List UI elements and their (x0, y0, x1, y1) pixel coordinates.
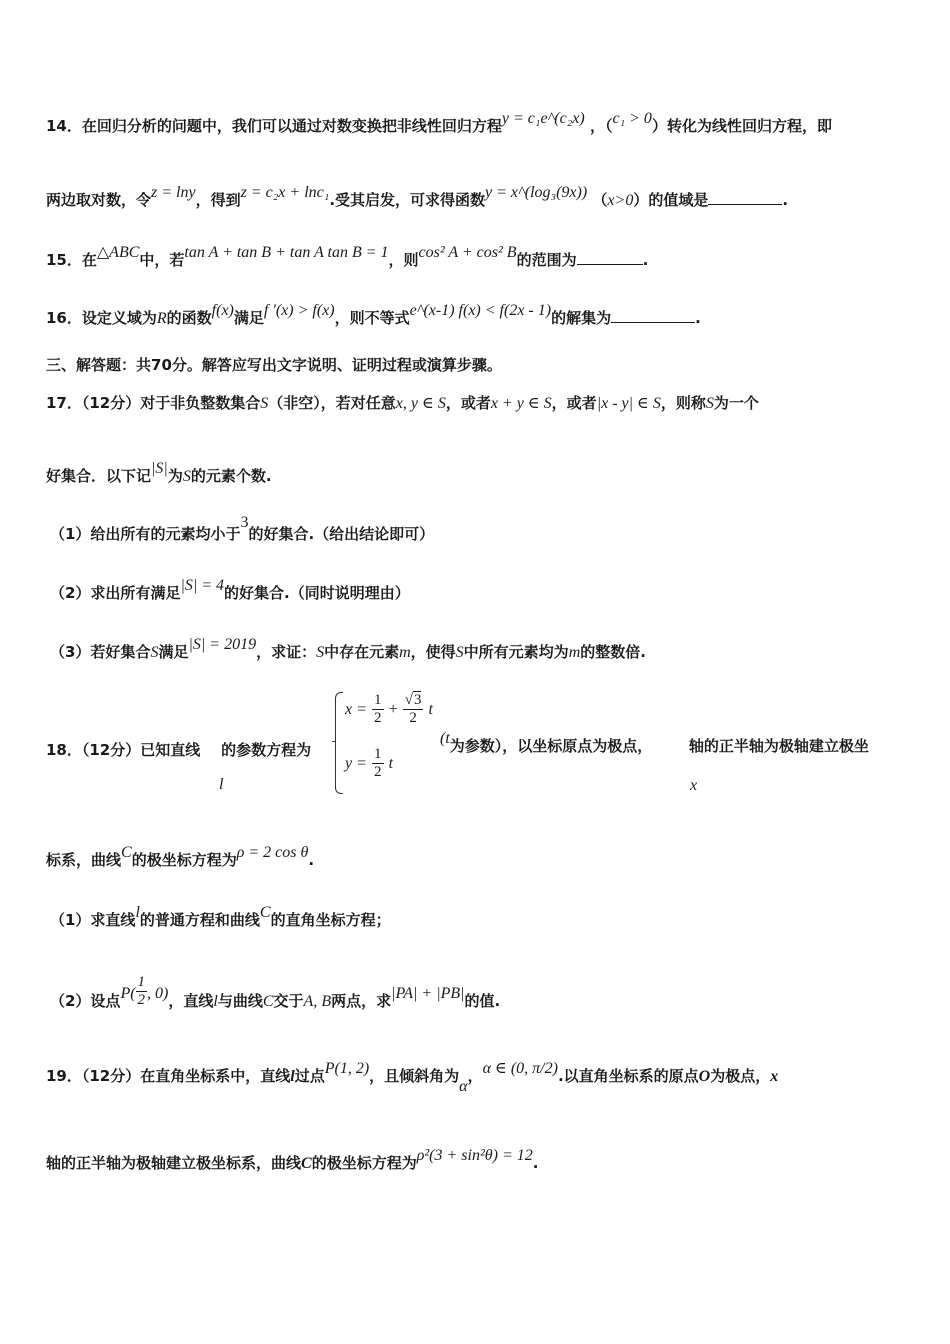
q17-line2 (46, 460, 272, 487)
q17-S: S (260, 395, 269, 412)
q18-p1-text-c: 的直角坐标方程； (270, 911, 391, 929)
q19-range: α ∈ (0, π/2) (482, 1060, 558, 1077)
q18-frac-half2-num: 1 (374, 746, 382, 762)
q16-text-a: 16．设定义域为 (46, 309, 157, 327)
q17-part3 (50, 636, 646, 663)
q17-p3-S: S (150, 644, 159, 661)
q19-line2 (46, 1147, 539, 1174)
q18-P-frac-den: 2 (137, 992, 146, 1008)
q17-text-c: ，或者 (445, 394, 491, 412)
q14-text-c: 两边取对数，令 (46, 191, 152, 209)
q19-O: O (698, 1068, 711, 1085)
q18-p1-l: l (135, 904, 140, 921)
q19-polar: ρ²(3 + sin²θ) = 12 (416, 1147, 533, 1164)
q17-p3-text-e: ，使得 (410, 643, 456, 661)
q15-triangle: △ABC (96, 244, 140, 261)
section3-heading: 三、解答题：共70分。解答应写出文字说明、证明过程或演算步骤。 (46, 356, 502, 374)
q18-text-c: 为参数），以坐标原点为极点， (449, 737, 653, 755)
q18-x-symbol: x (690, 777, 698, 794)
q14-c1-condition: c₁ > 0 (612, 110, 652, 127)
q18-sum: |PA| + |PB| (391, 985, 465, 1002)
q18-t1: t (428, 701, 433, 718)
q17-p3-S-3: S (455, 644, 464, 661)
q17-absS4: |S| = 4 (180, 577, 225, 594)
q18-P-frac (136, 974, 148, 1009)
q14-z-equation: z = lny (151, 184, 196, 201)
q16-end: . (695, 309, 701, 327)
q18-p2-text-e: 两点，求 (331, 992, 392, 1010)
q17-cond1: x, y ∈ S (395, 395, 446, 412)
q18-frac-half-num: 1 (374, 692, 382, 708)
q18-text-g: . (308, 851, 315, 869)
q17-text-a: 17．（12分）对于非负整数集合 (46, 394, 261, 412)
q18-t2: t (388, 755, 394, 772)
q14-text-d: ，得到 (195, 191, 241, 209)
q18-p2-l: l (213, 993, 218, 1010)
q14-function: y = x^(log₃(9x)) (485, 184, 588, 201)
q15-text-a: 15．在 (46, 251, 97, 269)
q18-line1-a (46, 740, 311, 760)
q18-text-b: 的参数方程为 (221, 741, 312, 759)
q18-p2-text-d: 交于 (273, 992, 304, 1010)
q14-text-b: ）转化为线性回归方程，即 (651, 117, 832, 135)
q16-text-b: 的函数 (166, 309, 212, 327)
q18-frac-sqrt3-num: √3 (404, 692, 422, 708)
q18-line2 (46, 844, 315, 871)
q17-p3-text-f: 中所有元素均为 (463, 643, 569, 661)
q18-P-frac-num: 1 (137, 974, 146, 990)
q19-x: x (770, 1068, 779, 1085)
q18-p2-C: C (262, 993, 274, 1010)
q16-text-d: ，则不等式 (334, 309, 410, 327)
q14-x-condition: x>0 (607, 192, 634, 209)
q19-text-b: 过点 (294, 1067, 325, 1085)
q18-P-close: , 0) (147, 985, 169, 1002)
q18-y-eq: y = (345, 755, 367, 772)
q17-cond2: x + y ∈ S (490, 395, 552, 412)
q16-fx: f(x) (211, 302, 234, 319)
q19-text-d: ， (467, 1067, 483, 1085)
q14-nonlinear-equation: y = c₁e^(c₂x) (501, 110, 585, 127)
q15-line (46, 244, 649, 271)
q17-p3-text-c: ，求证： (256, 643, 317, 661)
q17-text-b: （非空），若对任意 (268, 394, 396, 412)
q17-part2 (50, 577, 410, 604)
q15-expression: cos² A + cos² B (418, 244, 517, 261)
q18-part2 (50, 974, 501, 1017)
q18-p1-text-b: 的普通方程和曲线 (139, 911, 260, 929)
q19-C: C (301, 1155, 312, 1172)
q17-p2-text-a: （2）求出所有满足 (50, 584, 181, 602)
q17-absS: |S| (151, 460, 168, 477)
q17-p3-text-b: 满足 (158, 643, 189, 661)
q18-y-equation (345, 746, 393, 781)
q19-alpha: α (459, 1078, 468, 1095)
q17-p3-text-g: 的整数倍. (580, 643, 646, 661)
q17-S-3: S (182, 468, 191, 485)
q19-text-a: 19．（12分）在直角坐标系中，直线 (46, 1067, 291, 1085)
q18-polar: ρ = 2 cos θ (236, 844, 309, 861)
q14-linear-equation: z = c₂x + lnc₁ (240, 184, 330, 201)
q18-plus: + (388, 701, 398, 718)
q17-text-f: 为一个 (713, 394, 759, 412)
q18-brace (335, 692, 343, 794)
q17-m-2: m (568, 644, 581, 661)
q18-frac-half (372, 692, 384, 727)
q18-frac-half2-den: 2 (374, 764, 382, 780)
q19-text-h: 的极坐标方程为 (311, 1154, 417, 1172)
q18-sqrt3: 3 (413, 692, 422, 708)
q16-R: R (156, 310, 167, 327)
q18-param-t: (t (440, 730, 450, 747)
q18-p2-text-b: ，直线 (168, 992, 214, 1010)
q16-inequality: e^(x-1) f(x) < f(2x - 1) (409, 302, 552, 319)
q17-p2-text-b: 的好集合.（同时说明理由） (224, 584, 410, 602)
q17-m: m (399, 644, 411, 661)
q17-text-e: ，则称 (660, 394, 706, 412)
q17-absS2019: |S| = 2019 (188, 636, 257, 653)
q17-cond3: |x - y| ∈ S (596, 395, 661, 412)
q18-p1-C: C (259, 904, 271, 921)
q18-frac-half-den: 2 (374, 710, 382, 726)
q19-text-f: 为极点， (710, 1067, 771, 1085)
q18-x-equation (345, 692, 433, 727)
q18-frac-sqrt3-den: 2 (409, 710, 417, 726)
q14-text-f: ）的值域是 (633, 191, 709, 209)
q17-text-h: 为 (167, 467, 183, 485)
q14-text-a: 14．在回归分析的问题中，我们可以通过对数变换把非线性回归方程 (46, 117, 502, 135)
q18-line1-b (440, 730, 869, 757)
q17-p1-text-a: （1）给出所有的元素均小于 (50, 525, 241, 543)
q14-answer-blank[interactable] (708, 190, 782, 205)
q17-p3-text-d: 中存在元素 (324, 643, 400, 661)
q18-text-f: 的极坐标方程为 (131, 851, 237, 869)
q17-line1 (46, 393, 759, 414)
q15-text-b: 中，若 (139, 251, 185, 269)
q16-text-c: 满足 (233, 309, 264, 327)
q15-text-d: 的范围为 (516, 251, 577, 269)
q18-P-open: P( (120, 985, 136, 1002)
q17-text-d: ，或者 (551, 394, 597, 412)
q18-AB: A, B (303, 993, 332, 1010)
q19-text-e: .以直角坐标系的原点 (557, 1067, 699, 1085)
q16-condition: f ′(x) > f(x) (263, 302, 335, 319)
q16-text-e: 的解集为 (551, 309, 612, 327)
q19-l: l (290, 1068, 295, 1085)
q18-l-symbol: l (219, 776, 224, 793)
q19-line1 (46, 1060, 779, 1095)
q18-frac-sqrt3 (403, 692, 424, 727)
q18-text-a: 18．（12分）已知直线 (46, 741, 201, 759)
q14-end: . (782, 191, 789, 209)
q17-p3-text-a: （3）若好集合 (50, 643, 151, 661)
q18-parametric-system (335, 690, 455, 795)
q19-text-i: . (532, 1154, 539, 1172)
q17-text-i: 的元素个数. (190, 467, 272, 485)
q18-frac-half-2 (372, 746, 384, 781)
q15-answer-blank[interactable] (577, 250, 643, 265)
q18-p1-text-a: （1）求直线 (50, 911, 136, 929)
q16-answer-blank[interactable] (611, 308, 695, 323)
q14-text-e: .受其启发，可求得函数 (329, 191, 486, 209)
q16-line (46, 302, 701, 329)
q17-three: 3 (240, 514, 249, 531)
q18-p2-text-a: （2）设点 (50, 992, 121, 1010)
q19-text-c: ，且倾斜角为 (369, 1067, 460, 1085)
q15-end: . (642, 251, 649, 269)
q15-text-c: ，则 (388, 251, 419, 269)
q19-P: P(1, 2) (324, 1060, 370, 1077)
q18-p2-text-c: 与曲线 (217, 992, 263, 1010)
q17-part1 (50, 514, 435, 545)
q17-S-2: S (705, 395, 714, 412)
q17-p3-S-2: S (316, 644, 325, 661)
q18-x-eq: x = (345, 701, 367, 718)
q18-p2-text-f: 的值. (464, 992, 501, 1010)
q17-p1-text-b: 的好集合.（给出结论即可） (248, 525, 435, 543)
q18-text-e: 标系，曲线 (46, 851, 122, 869)
q19-text-g: 轴的正半轴为极轴建立极坐标系，曲线 (46, 1154, 302, 1172)
q18-C: C (121, 844, 132, 861)
q17-text-g: 好集合．以下记 (46, 467, 152, 485)
q18-text-d: 轴的正半轴为极轴建立极坐 (688, 737, 869, 755)
q14-line2: 两边取对数，令z = lny，得到z = c₂x + lnc₁.受其启发，可求得函数y = x^(log₃(9x)) （x>0）的值域是 . (46, 184, 789, 209)
q18-point-P (120, 974, 169, 1008)
q18-part1 (50, 904, 391, 931)
q14-line1: 14．在回归分析的问题中，我们可以通过对数变换把非线性回归方程y = c₁e^(c₂x) ，（c₁ > 0）转化为线性回归方程，即 (46, 110, 832, 135)
q15-condition: tan A + tan B + tan A tan B = 1 (184, 244, 389, 261)
